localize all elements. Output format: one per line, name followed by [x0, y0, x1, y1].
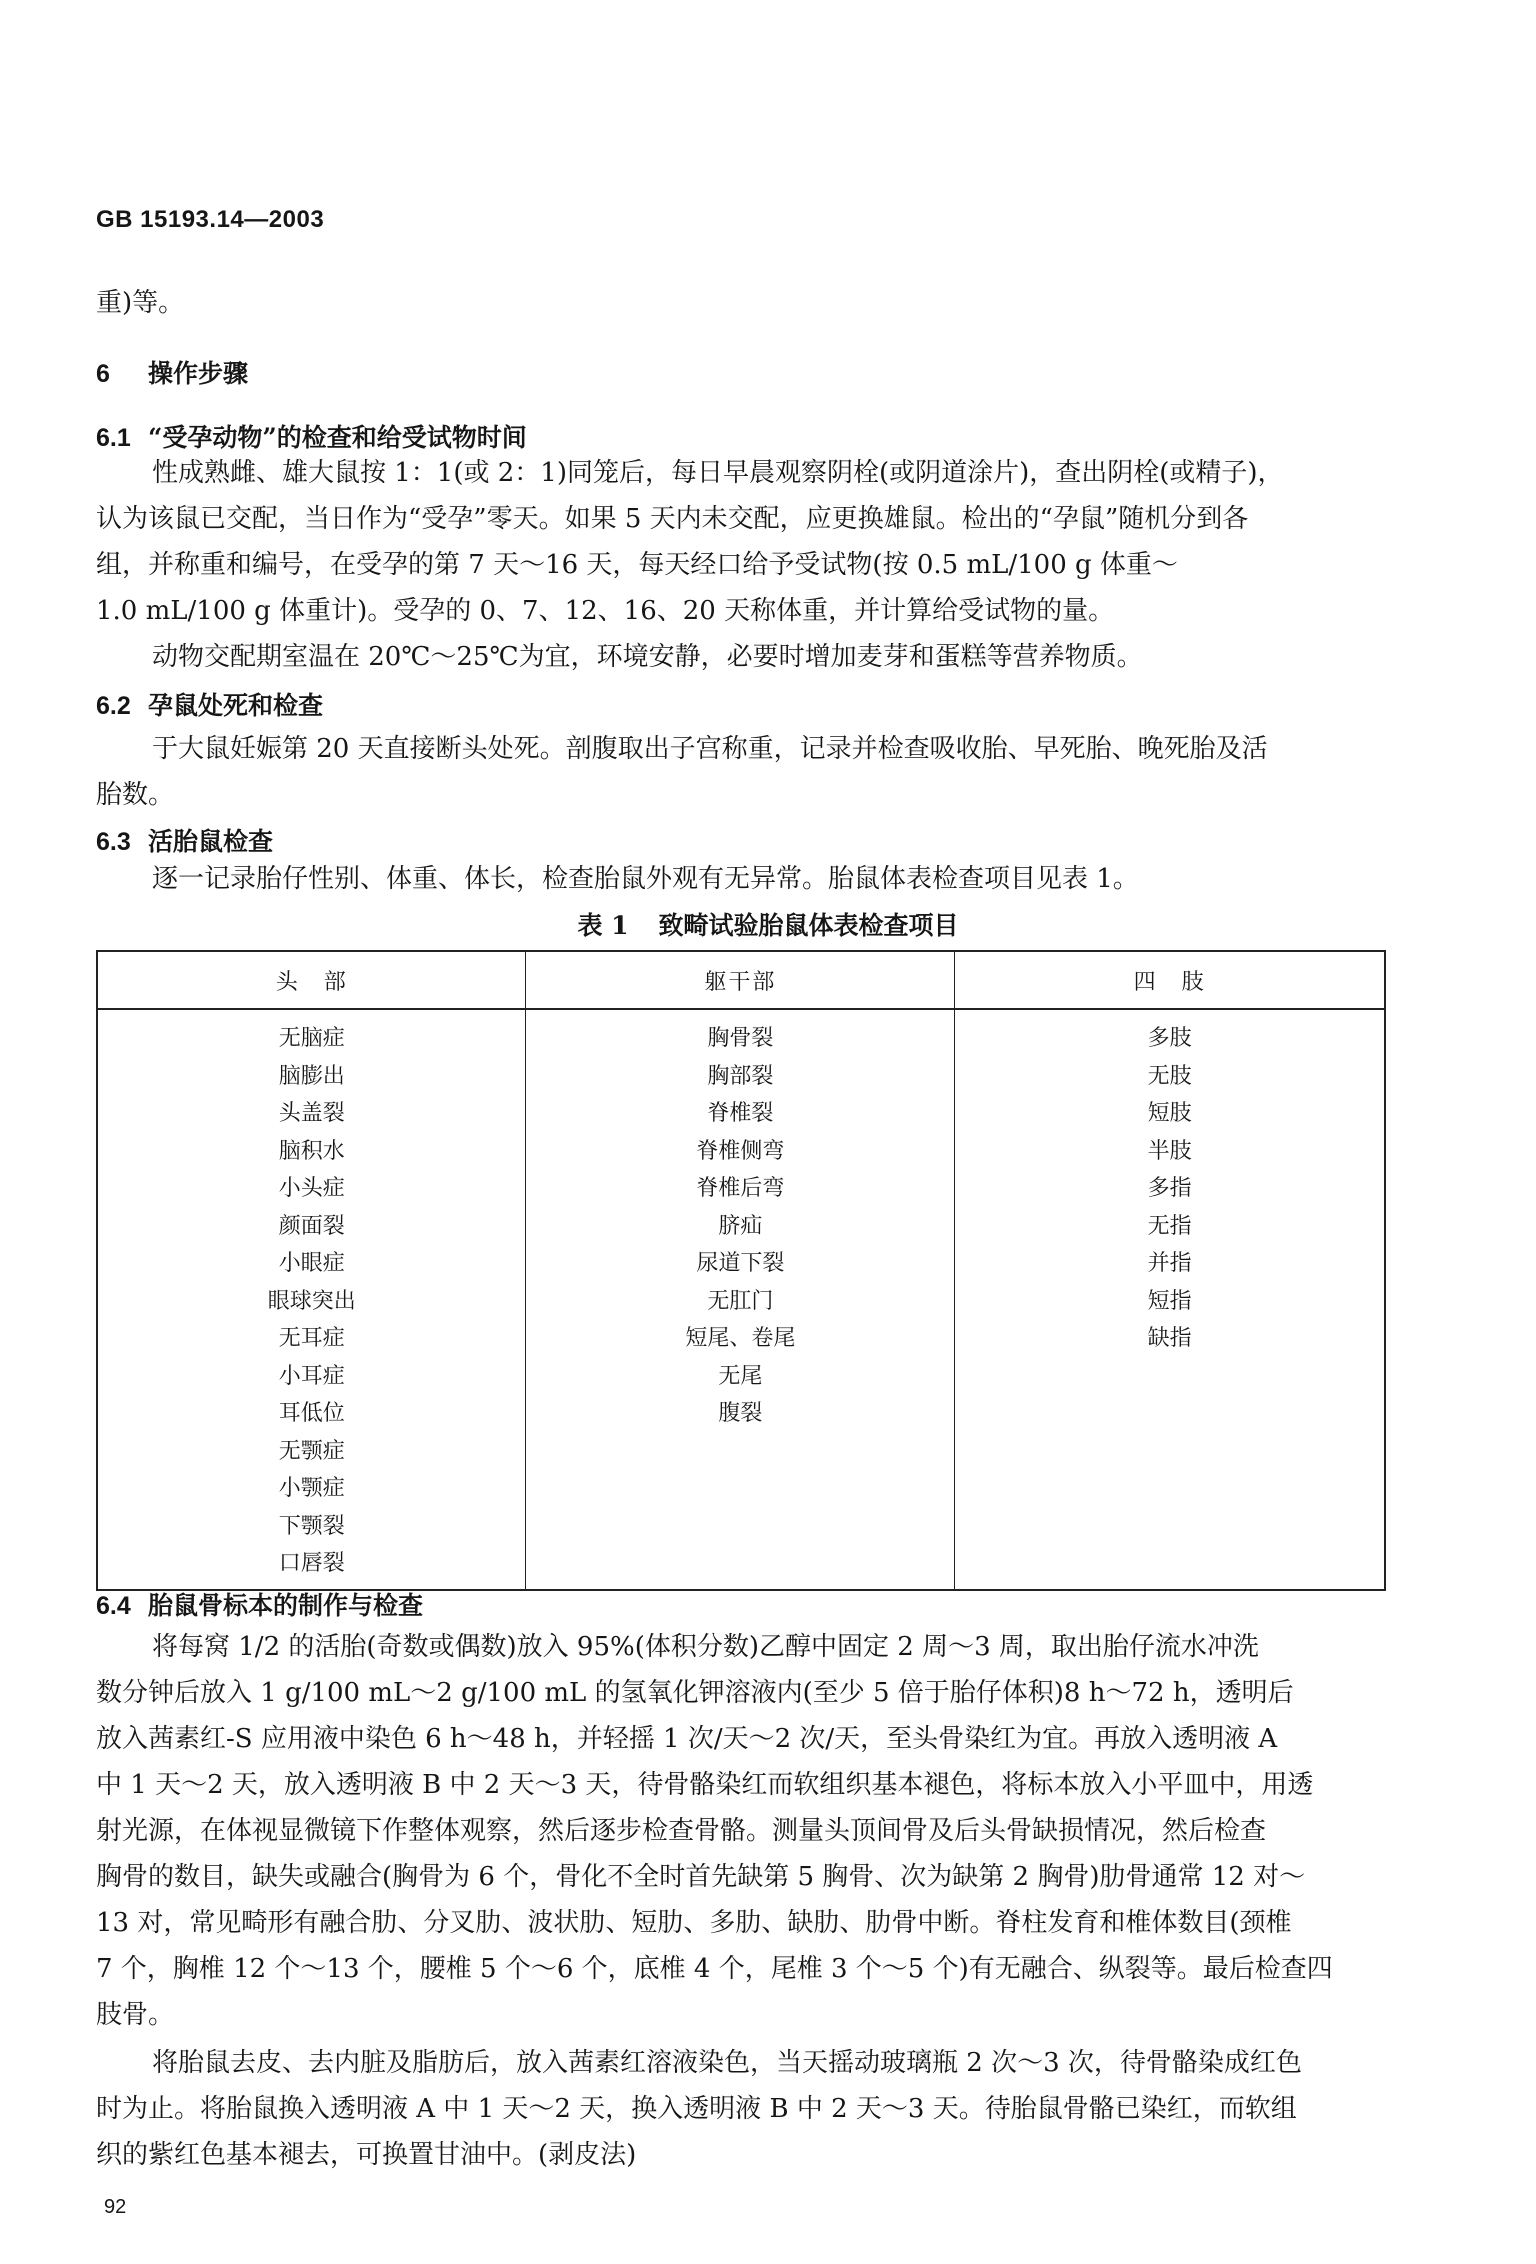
table-cell: 短肢: [1147, 1101, 1192, 1126]
table-cell: 无肢: [1147, 1063, 1192, 1089]
paragraph-line: 将每窝 1/2 的活胎(奇数或偶数)放入 95%(体积分数)乙醇中固定 2 周～3 周，取出胎仔流水冲洗: [152, 1632, 1259, 1662]
table-cell: 口唇裂: [278, 1551, 345, 1576]
section-title: “受孕动物”的检查和给受试物时间: [148, 423, 527, 452]
table-cell: 尿道下裂: [696, 1251, 785, 1276]
column-header-limbs: 四 肢: [955, 951, 1385, 1009]
table-1: [96, 950, 1386, 1591]
table-cell: 颜面裂: [278, 1213, 345, 1239]
table-cell: 无耳症: [278, 1326, 345, 1351]
table-caption-title: 致畸试验胎鼠体表检查项目: [658, 911, 959, 940]
section-title: 孕鼠处死和检查: [148, 691, 324, 720]
section-title: 活胎鼠检查: [148, 827, 274, 856]
page-number: 92: [104, 2196, 127, 2218]
column-header-trunk: 躯干部: [526, 951, 955, 1009]
table-cell: 脑积水: [278, 1138, 345, 1164]
section-6-1-heading: [96, 418, 527, 454]
paragraph-line: 中 1 天～2 天，放入透明液 B 中 2 天～3 天，待骨骼染红而软组织基本褪色，将标本放入小平皿中，用透: [96, 1770, 1314, 1800]
table-cell: 胸骨裂: [707, 1026, 774, 1051]
table-cell: 无肛门: [707, 1288, 774, 1314]
paragraph-line: 1.0 mL/100 g 体重计)。受孕的 0、7、12、16、20 天称体重，并计算给受试物的量。: [96, 596, 1115, 626]
section-number: 6.4: [96, 1592, 131, 1620]
table-cell: 下颚裂: [278, 1513, 345, 1539]
table-cell: 脊椎侧弯: [696, 1138, 785, 1164]
table-cell: 多肢: [1147, 1026, 1192, 1051]
paragraph-line: 13 对，常见畸形有融合肋、分叉肋、波状肋、短肋、多肋、缺肋、肋骨中断。脊柱发育和椎体数目(颈椎: [96, 1908, 1292, 1938]
table-cell: 无颚症: [278, 1438, 345, 1464]
table-cell: 眼球突出: [267, 1288, 356, 1314]
table-cell: 短指: [1147, 1288, 1192, 1314]
paragraph-line: 于大鼠妊娠第 20 天直接断头处死。剖腹取出子宫称重，记录并检查吸收胎、早死胎、晚死胎及活: [152, 734, 1268, 764]
section-number: 6.1: [96, 424, 131, 452]
table-cell: 并指: [1147, 1251, 1192, 1276]
table-cell: 脑膨出: [278, 1063, 345, 1089]
paragraph-line: 射光源，在体视显微镜下作整体观察，然后逐步检查骨骼。测量头顶间骨及后头骨缺损情况，然后检查: [96, 1816, 1267, 1846]
table-cell: 脐疝: [718, 1213, 763, 1239]
table-cell: 无脑症: [278, 1026, 345, 1051]
paragraph-line: 胸骨的数目，缺失或融合(胸骨为 6 个，骨化不全时首先缺第 5 胸骨、次为缺第 2 胸骨)肋骨通常 12 对～: [96, 1862, 1306, 1892]
table-body-row: [97, 1009, 1385, 1590]
section-number: 6.2: [96, 692, 131, 720]
continuation-text: 重)等。: [96, 288, 185, 318]
paragraph-line: 放入茜素红-S 应用液中染色 6 h～48 h，并轻摇 1 次/天～2 次/天，至头骨染红为宜。再放入透明液 A: [96, 1724, 1278, 1754]
section-title: 胎鼠骨标本的制作与检查: [148, 1591, 424, 1620]
table-cell: 脊椎后弯: [696, 1176, 785, 1201]
column-header-head: 头 部: [97, 951, 526, 1009]
table-cell: 短尾、卷尾: [685, 1326, 796, 1351]
paragraph-line: 性成熟雌、雄大鼠按 1：1(或 2：1)同笼后，每日早晨观察阴栓(或阴道涂片)，查出阴栓(或精子)，: [152, 458, 1284, 488]
paragraph-line: 织的紫红色基本褪去，可换置甘油中。(剥皮法): [96, 2140, 637, 2170]
table-cell: 脊椎裂: [707, 1101, 774, 1126]
paragraph-line: 动物交配期室温在 20℃～25℃为宜，环境安静，必要时增加麦芽和蛋糕等营养物质。: [152, 642, 1143, 672]
section-6-4-heading: [96, 1586, 423, 1622]
paragraph-line: 7 个，胸椎 12 个～13 个，腰椎 5 个～6 个，底椎 4 个，尾椎 3 个～5 个)有无融合、纵裂等。最后检查四: [96, 1954, 1333, 1984]
table-cell: 小头症: [278, 1176, 345, 1201]
section-number: 6.3: [96, 828, 131, 856]
table-caption-label: 表 1: [577, 911, 629, 940]
table-cell: 头盖裂: [278, 1101, 345, 1126]
section-title: 操作步骤: [148, 359, 249, 388]
paragraph-line: 认为该鼠已交配，当日作为“受孕”零天。如果 5 天内未交配，应更换雄鼠。检出的“孕鼠”随机分到各: [96, 504, 1249, 534]
section-6-3-heading: [96, 822, 273, 858]
table-cell: 小眼症: [278, 1251, 345, 1276]
table-cell: 小颚症: [278, 1476, 345, 1501]
table-cell: 半肢: [1147, 1138, 1192, 1164]
paragraph-line: 将胎鼠去皮、去内脏及脂肪后，放入茜素红溶液染色，当天摇动玻璃瓶 2 次～3 次，待骨骼染成红色: [152, 2048, 1302, 2078]
trunk-column: [526, 1009, 955, 1590]
table-cell: 耳低位: [278, 1401, 345, 1426]
paragraph-line: 时为止。将胎鼠换入透明液 A 中 1 天～2 天，换入透明液 B 中 2 天～3 天。待胎鼠骨骼已染红，而软组: [96, 2094, 1297, 2124]
table-cell: 腹裂: [718, 1401, 763, 1426]
paragraph-line: 组，并称重和编号，在受孕的第 7 天～16 天，每天经口给予受试物(按 0.5 mL/100 g 体重～: [96, 550, 1178, 580]
table-cell: 缺指: [1147, 1326, 1192, 1351]
section-number: 6: [96, 360, 110, 388]
head-column: [97, 1009, 526, 1590]
limbs-column: [955, 1009, 1385, 1590]
table-cell: 无指: [1147, 1213, 1192, 1239]
standard-number: GB 15193.14—2003: [96, 206, 325, 233]
section-6-heading: [96, 354, 248, 390]
table-caption: [0, 906, 1536, 942]
table-cell: 多指: [1147, 1176, 1192, 1201]
section-6-2-heading: [96, 686, 323, 722]
paragraph-line: 肢骨。: [96, 2000, 175, 2030]
table-header-row: [97, 951, 1385, 1009]
table-cell: 无尾: [718, 1363, 763, 1389]
paragraph-line: 胎数。: [96, 780, 175, 810]
table-cell: 胸部裂: [707, 1063, 774, 1089]
paragraph-line: 逐一记录胎仔性别、体重、体长，检查胎鼠外观有无异常。胎鼠体表检查项目见表 1。: [152, 864, 1139, 894]
paragraph-line: 数分钟后放入 1 g/100 mL～2 g/100 mL 的氢氧化钾溶液内(至少 5 倍于胎仔体积)8 h～72 h，透明后: [96, 1678, 1294, 1708]
table-cell: 小耳症: [278, 1363, 345, 1389]
